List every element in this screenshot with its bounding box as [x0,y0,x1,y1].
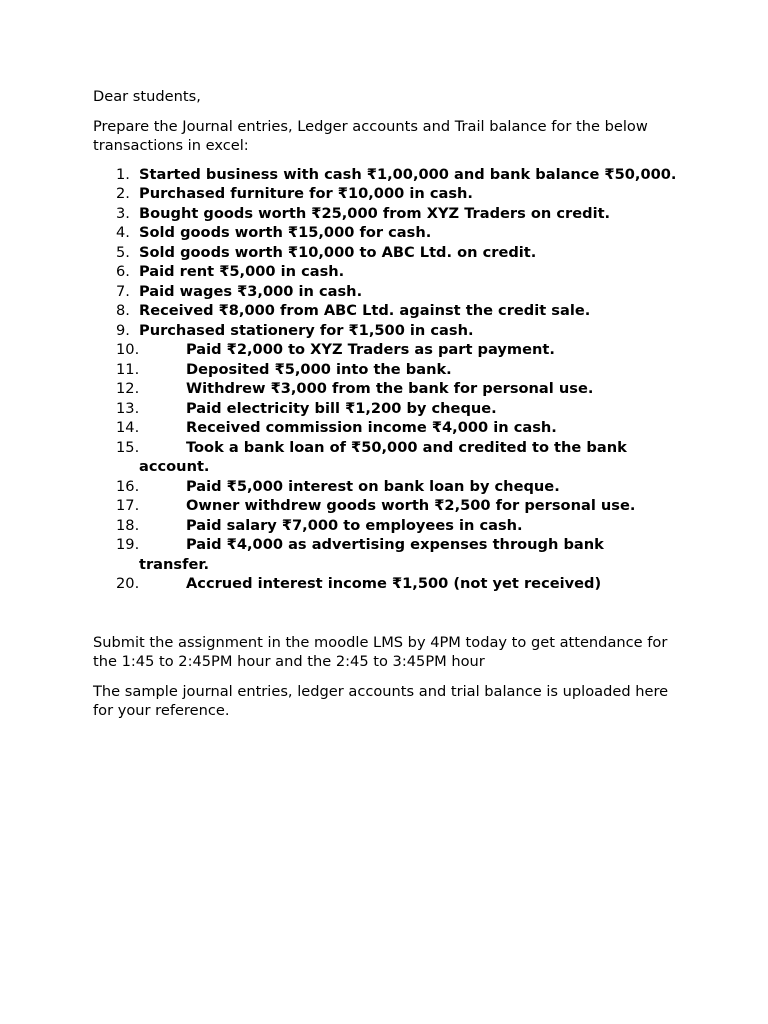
item-text: Purchased stationery for ₹1,500 in cash. [139,321,474,339]
item-number: 16. [116,477,140,495]
item-number: 4. [116,224,130,241]
list-item [93,282,678,302]
item-text: Received commission income ₹4,000 in cash. [186,419,557,436]
item-text: Deposited ₹5,000 into the bank. [186,360,452,378]
item-number: 6. [116,263,130,280]
list-item [93,301,678,321]
item-number: 5. [116,243,130,261]
list-item [93,379,678,399]
item-number: 10. [116,341,140,358]
item-text: Paid rent ₹5,000 in cash. [139,263,345,280]
item-number: 8. [116,302,130,319]
item-text: Paid ₹2,000 to XYZ Traders as part payment. [186,341,555,358]
submission-note: Submit the assignment in the moodle LMS by 4PM today to get attendance for the 1:45 to 2:45PM hour and the 2:45 to 3:45PM hour [93,633,668,670]
item-text: Paid ₹4,000 as advertising expenses through bank transfer. [139,536,604,573]
document-body [93,87,678,721]
list-item [93,438,678,477]
reference-note: The sample journal entries, ledger accounts and trial balance is uploaded here for your reference. [93,682,669,719]
item-text: Purchased furniture for ₹10,000 in cash. [139,185,473,202]
item-text: Sold goods worth ₹10,000 to ABC Ltd. on credit. [139,243,537,261]
list-item [93,262,678,282]
list-item [93,321,678,341]
list-item [93,360,678,380]
list-item [93,243,678,263]
list-item [93,165,678,185]
item-number: 18. [116,516,140,534]
item-number: 17. [116,497,140,514]
greeting: Dear students, [93,88,201,105]
item-text: Owner withdrew goods worth ₹2,500 for personal use. [186,497,636,514]
list-item [93,340,678,360]
item-text: Paid wages ₹3,000 in cash. [139,282,363,300]
item-text: Sold goods worth ₹15,000 for cash. [139,224,432,241]
item-number: 13. [116,399,140,417]
list-item [93,399,678,419]
list-item [93,477,678,497]
list-item [93,496,678,516]
item-number: 11. [116,360,140,378]
item-text: Withdrew ₹3,000 from the bank for personal use. [186,380,594,397]
item-number: 3. [116,204,130,222]
item-number: 9. [116,321,130,339]
transactions-list [93,165,678,594]
item-number: 12. [116,380,140,397]
item-text: Took a bank loan of ₹50,000 and credited to the bank account. [139,438,627,475]
list-item [93,223,678,243]
item-number: 2. [116,185,130,202]
item-number: 7. [116,282,130,300]
item-number: 1. [116,165,130,183]
item-text: Paid ₹5,000 interest on bank loan by cheque. [186,477,560,495]
item-number: 19. [116,536,140,553]
item-text: Bought goods worth ₹25,000 from XYZ Traders on credit. [139,204,611,222]
list-item [93,574,678,594]
instructions-paragraph: Prepare the Journal entries, Ledger accounts and Trail balance for the below transactions in excel: [93,117,648,154]
list-item [93,204,678,224]
item-text: Paid salary ₹7,000 to employees in cash. [186,516,523,534]
item-text: Received ₹8,000 from ABC Ltd. against the credit sale. [139,302,591,319]
item-text: Accrued interest income ₹1,500 (not yet received) [186,575,602,592]
item-text: Paid electricity bill ₹1,200 by cheque. [186,399,497,417]
item-number: 15. [116,438,140,456]
item-number: 14. [116,419,140,436]
item-number: 20. [116,575,140,592]
list-item [93,516,678,536]
list-item [93,184,678,204]
item-text: Started business with cash ₹1,00,000 and bank balance ₹50,000. [139,165,677,183]
list-item [93,535,678,574]
list-item [93,418,678,438]
